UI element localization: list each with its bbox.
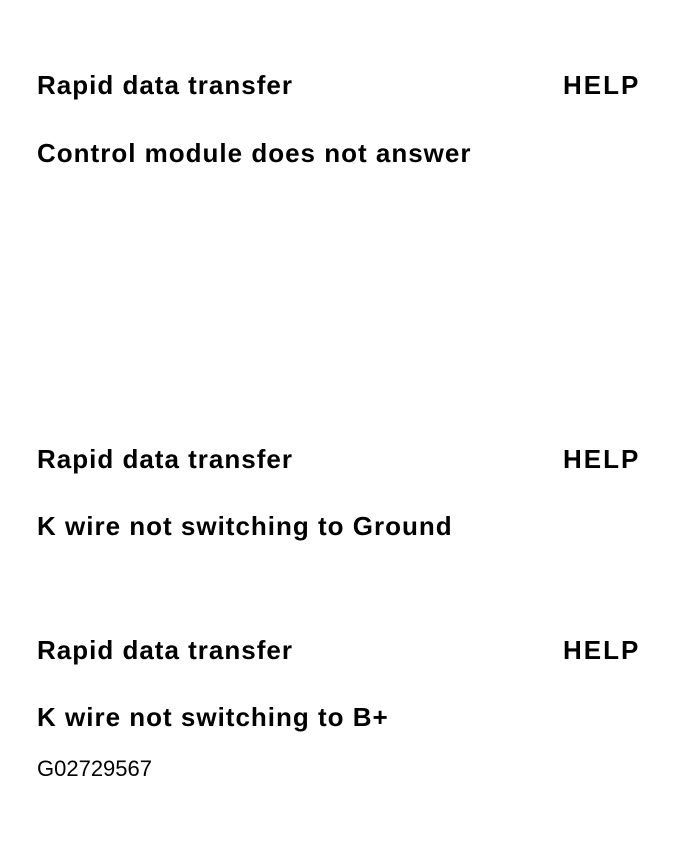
- figure-id: G02729567: [37, 756, 152, 781]
- screen-title: Rapid data transfer: [37, 70, 293, 100]
- screen-header: [0, 444, 679, 474]
- status-message: K wire not switching to Ground: [37, 511, 453, 541]
- help-button[interactable]: HELP: [563, 70, 641, 100]
- status-message: Control module does not answer: [37, 138, 472, 168]
- help-button[interactable]: HELP: [563, 635, 641, 665]
- status-message: K wire not switching to B+: [37, 702, 389, 732]
- screen-title: Rapid data transfer: [37, 444, 293, 474]
- help-button[interactable]: HELP: [563, 444, 641, 474]
- screen-title: Rapid data transfer: [37, 635, 293, 665]
- screen-header: [0, 635, 679, 665]
- screen-header: [0, 70, 679, 100]
